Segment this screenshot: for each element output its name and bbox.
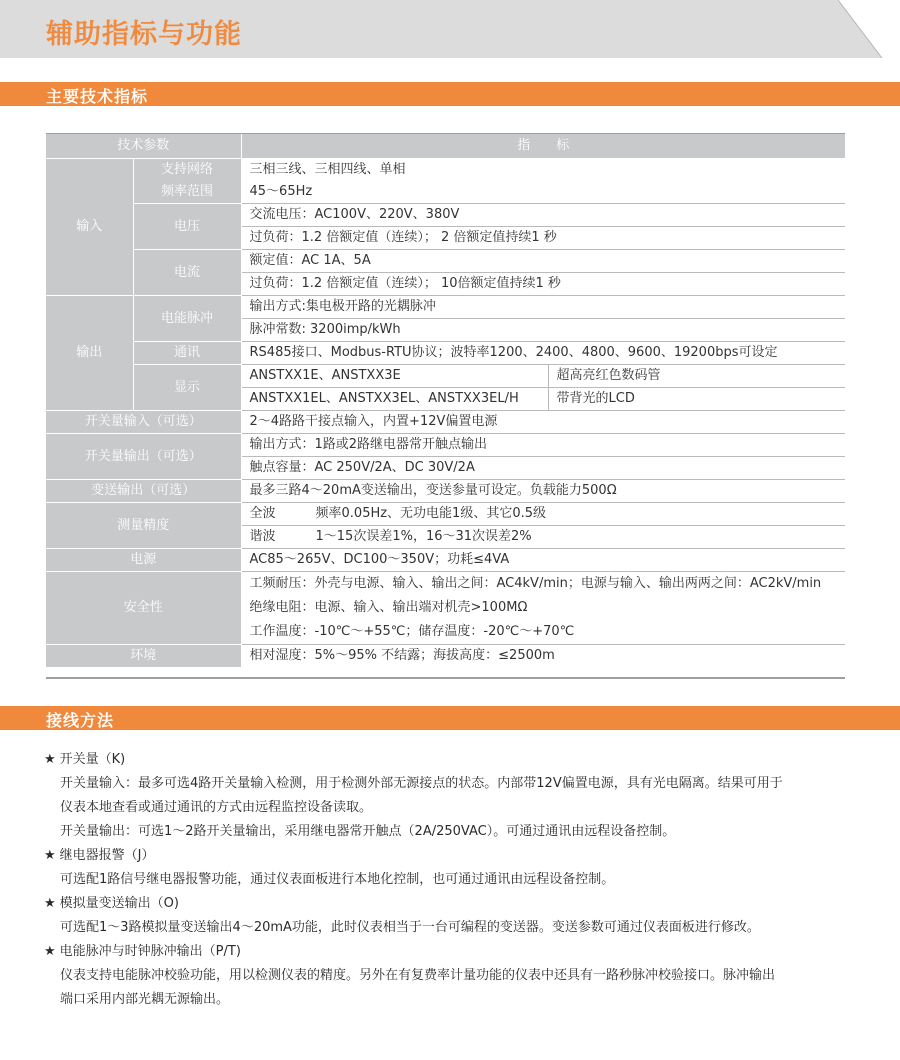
corner-decoration bbox=[820, 0, 900, 58]
table-row bbox=[46, 204, 845, 227]
table-row bbox=[46, 250, 845, 273]
voltage-value-2: 过负荷：1.2 倍额定值（连续）； 2 倍额定值持续1 秒 bbox=[241, 227, 845, 250]
comm-label: 通讯 bbox=[133, 342, 241, 365]
accuracy-harm-value: 1～15次误差1%，16～31次误差2% bbox=[315, 529, 532, 544]
wiring-section bbox=[44, 748, 854, 1012]
pulse-text-1: 仪表支持电能脉冲校验功能，用以检测仪表的精度。另外在有复费率计量功能的仪表中还具有一路秒脉冲校验接口。脉冲输出 bbox=[60, 968, 776, 983]
page-title: 辅助指标与功能 bbox=[46, 19, 242, 50]
switch-text-2: 仪表本地查看或通过通讯的方式由远程监控设备读取。 bbox=[60, 800, 373, 815]
table-row bbox=[46, 181, 845, 204]
power-value: AC85～265V、DC100～350V；功耗≤4VA bbox=[241, 549, 845, 572]
display-label: 显示 bbox=[133, 365, 241, 411]
safety-value-2: 绝缘电阻：电源、输入、输出端对机壳>100MΩ bbox=[241, 596, 845, 620]
display-model-1: ANSTXX1E、ANSTXX3E bbox=[241, 365, 548, 388]
accuracy-harm-label: 谐波 bbox=[249, 529, 276, 544]
table-row bbox=[46, 480, 845, 503]
safety-value-3: 工作温度：-10℃～+55℃；储存温度：-20℃～+70℃ bbox=[241, 620, 845, 645]
network-label: 支持网络 bbox=[133, 159, 241, 182]
display-desc-1: 超高亮红色数码管 bbox=[548, 365, 845, 388]
header-param: 技术参数 bbox=[46, 134, 241, 159]
header-value: 指 标 bbox=[241, 134, 845, 159]
pulse-label: 电能脉冲 bbox=[133, 296, 241, 342]
wiring-heading bbox=[44, 892, 854, 916]
relay-text: 可选配1路信号继电器报警功能，通过仪表面板进行本地化控制，也可通过通讯由远程设备控制。 bbox=[60, 872, 615, 887]
table-row bbox=[46, 434, 845, 457]
pulse-value-2: 脉冲常数: 3200imp/kWh bbox=[241, 319, 845, 342]
accuracy-harm-cell bbox=[241, 526, 845, 549]
accuracy-full-label: 全波 bbox=[249, 506, 276, 521]
table-bottom-rule bbox=[46, 677, 845, 679]
analog-text: 可选配1～3路模拟量变送输出4～20mA功能，此时仪表相当于一台可编程的变送器。变送参数可通过仪表面板进行修改。 bbox=[60, 920, 760, 935]
analog-title: 模拟量变送输出（O) bbox=[59, 896, 179, 911]
table-row bbox=[46, 572, 845, 597]
table-row bbox=[46, 549, 845, 572]
wiring-heading bbox=[44, 748, 854, 772]
switch-out-value-2: 触点容量：AC 250V/2A、DC 30V/2A bbox=[241, 457, 845, 480]
table-row bbox=[46, 159, 845, 182]
table-row bbox=[46, 645, 845, 668]
accuracy-full-cell bbox=[241, 503, 845, 526]
freq-value: 45～65Hz bbox=[241, 181, 845, 204]
switch-out-label: 开关量输出（可选） bbox=[46, 434, 241, 480]
switch-title: 开关量（K) bbox=[59, 752, 126, 767]
current-label: 电流 bbox=[133, 250, 241, 296]
current-value-2: 过负荷：1.2 倍额定值（连续）； 10倍额定值持续1 秒 bbox=[241, 273, 845, 296]
table-row bbox=[46, 411, 845, 434]
section-band-wiring bbox=[0, 706, 900, 730]
section-title-specs: 主要技术指标 bbox=[46, 87, 149, 106]
table-row bbox=[46, 296, 845, 319]
power-label: 电源 bbox=[46, 549, 241, 572]
star-icon: ★ bbox=[44, 944, 56, 959]
pulse-value-1: 输出方式:集电极开路的光耦脉冲 bbox=[241, 296, 845, 319]
display-desc-2: 带背光的LCD bbox=[548, 388, 845, 411]
section-band-specs bbox=[0, 82, 900, 106]
accuracy-label: 测量精度 bbox=[46, 503, 241, 549]
wiring-heading bbox=[44, 940, 854, 964]
star-icon: ★ bbox=[44, 848, 56, 863]
voltage-value-1: 交流电压：AC100V、220V、380V bbox=[241, 204, 845, 227]
switch-text-3: 开关量输出：可选1～2路开关量输出，采用继电器常开触点（2A/250VAC）。可通过通讯由远程设备控制。 bbox=[60, 824, 676, 839]
pulse-title: 电能脉冲与时钟脉冲输出（P/T) bbox=[59, 944, 241, 959]
star-icon: ★ bbox=[44, 896, 56, 911]
switch-text-1: 开关量输入：最多可选4路开关量输入检测，用于检测外部无源接点的状态。内部带12V偏置电源，具有光电隔离。结果可用于 bbox=[60, 776, 783, 791]
table-header-row bbox=[46, 134, 845, 159]
safety-value-1: 工频耐压：外壳与电源、输入、输出之间：AC4kV/min；电源与输入、输出两两之间：AC2kV/min bbox=[241, 572, 845, 597]
table-row bbox=[46, 342, 845, 365]
page-header bbox=[0, 0, 900, 58]
switch-in-value: 2～4路路干接点输入，内置+12V偏置电源 bbox=[241, 411, 845, 434]
network-value: 三相三线、三相四线、单相 bbox=[241, 159, 845, 182]
input-label: 输入 bbox=[46, 159, 133, 296]
comm-value: RS485接口、Modbus-RTU协议；波特率1200、2400、4800、9600、19200bps可设定 bbox=[241, 342, 845, 365]
freq-label: 频率范围 bbox=[133, 181, 241, 204]
relay-title: 继电器报警（J） bbox=[59, 848, 155, 863]
pulse-text-2: 端口采用内部光耦无源输出。 bbox=[60, 992, 230, 1007]
env-label: 环境 bbox=[46, 645, 241, 668]
switch-in-label: 开关量输入（可选） bbox=[46, 411, 241, 434]
switch-out-value-1: 输出方式：1路或2路继电器常开触点输出 bbox=[241, 434, 845, 457]
env-value: 相对湿度：5%～95% 不结露；海拔高度：≤2500m bbox=[241, 645, 845, 668]
safety-label: 安全性 bbox=[46, 572, 241, 645]
display-model-2: ANSTXX1EL、ANSTXX3EL、ANSTXX3EL/H bbox=[241, 388, 548, 411]
star-icon: ★ bbox=[44, 752, 56, 767]
accuracy-full-value: 频率0.05Hz、无功电能1级、其它0.5级 bbox=[315, 506, 547, 521]
spec-table bbox=[46, 134, 845, 668]
voltage-label: 电压 bbox=[133, 204, 241, 250]
table-row bbox=[46, 365, 845, 388]
table-row bbox=[46, 503, 845, 526]
transmit-label: 变送输出（可选） bbox=[46, 480, 241, 503]
section-title-wiring: 接线方法 bbox=[46, 711, 115, 730]
output-label: 输出 bbox=[46, 296, 133, 411]
current-value-1: 额定值：AC 1A、5A bbox=[241, 250, 845, 273]
transmit-value: 最多三路4～20mA变送输出，变送参量可设定。负载能力500Ω bbox=[241, 480, 845, 503]
wiring-heading bbox=[44, 844, 854, 868]
